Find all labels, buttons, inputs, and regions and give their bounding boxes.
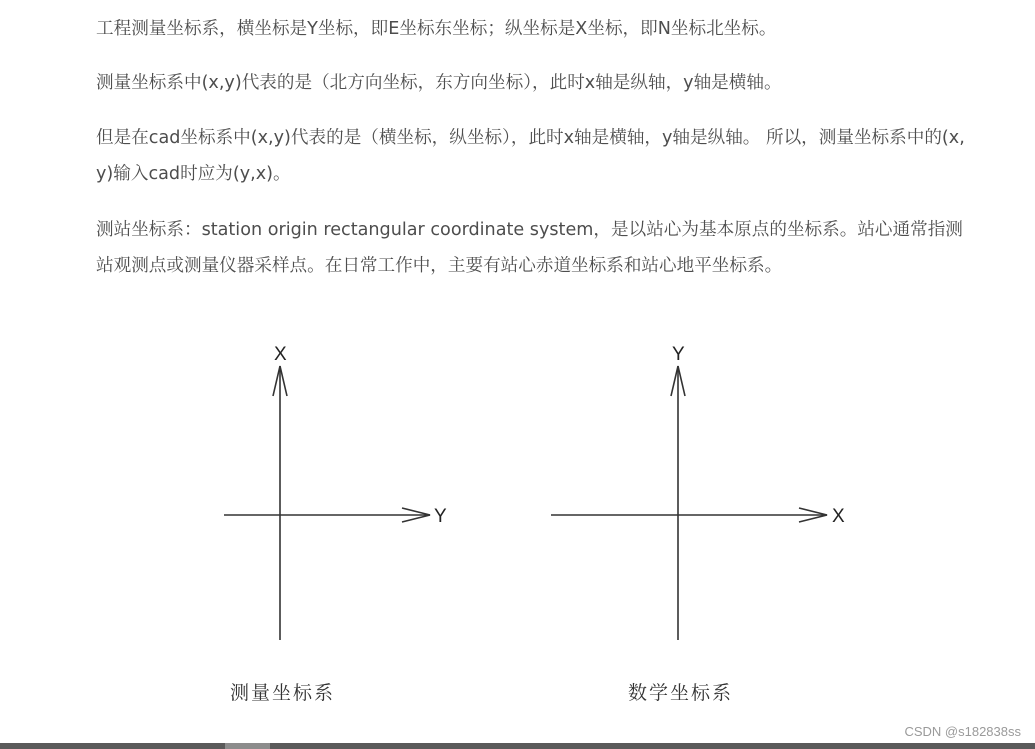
scrollbar-thumb[interactable] (225, 743, 270, 749)
math-vertical-axis-label: Y (672, 344, 685, 365)
coordinate-diagrams (210, 330, 870, 720)
math-horizontal-axis-label: X (832, 506, 845, 527)
survey-horizontal-axis-label: Y (434, 506, 447, 527)
csdn-watermark: CSDN @s182838ss (904, 724, 1021, 739)
paragraph-3: 但是在cad坐标系中(x,y)代表的是（横坐标，纵坐标），此时x轴是横轴，y轴是纵轴。 所以，测量坐标系中的(x,y)输入cad时应为(y,x)。 (96, 128, 965, 184)
math-caption: 数学坐标系 (628, 682, 734, 704)
survey-vertical-axis-label: X (274, 344, 287, 365)
survey-caption: 测量坐标系 (230, 682, 336, 704)
article-body (96, 12, 976, 304)
paragraph-1: 工程测量坐标系，横坐标是Y坐标，即E坐标东坐标；纵坐标是X坐标，即N坐标北坐标。 (96, 19, 777, 39)
math-coordinate-diagram (551, 366, 827, 640)
paragraph-4: 测站坐标系：station origin rectangular coordinate system，是以站心为基本原点的坐标系。站心通常指测站观测点或测量仪器采样点。在日常工作中，主要有站心赤道坐标系和站心地平坐标系。 (96, 220, 963, 276)
survey-coordinate-diagram (224, 366, 430, 640)
coordinate-systems-figure (210, 330, 870, 720)
paragraph-2: 测量坐标系中(x,y)代表的是（北方向坐标，东方向坐标），此时x轴是纵轴，y轴是横轴。 (96, 73, 782, 93)
horizontal-scrollbar[interactable] (0, 743, 1035, 749)
